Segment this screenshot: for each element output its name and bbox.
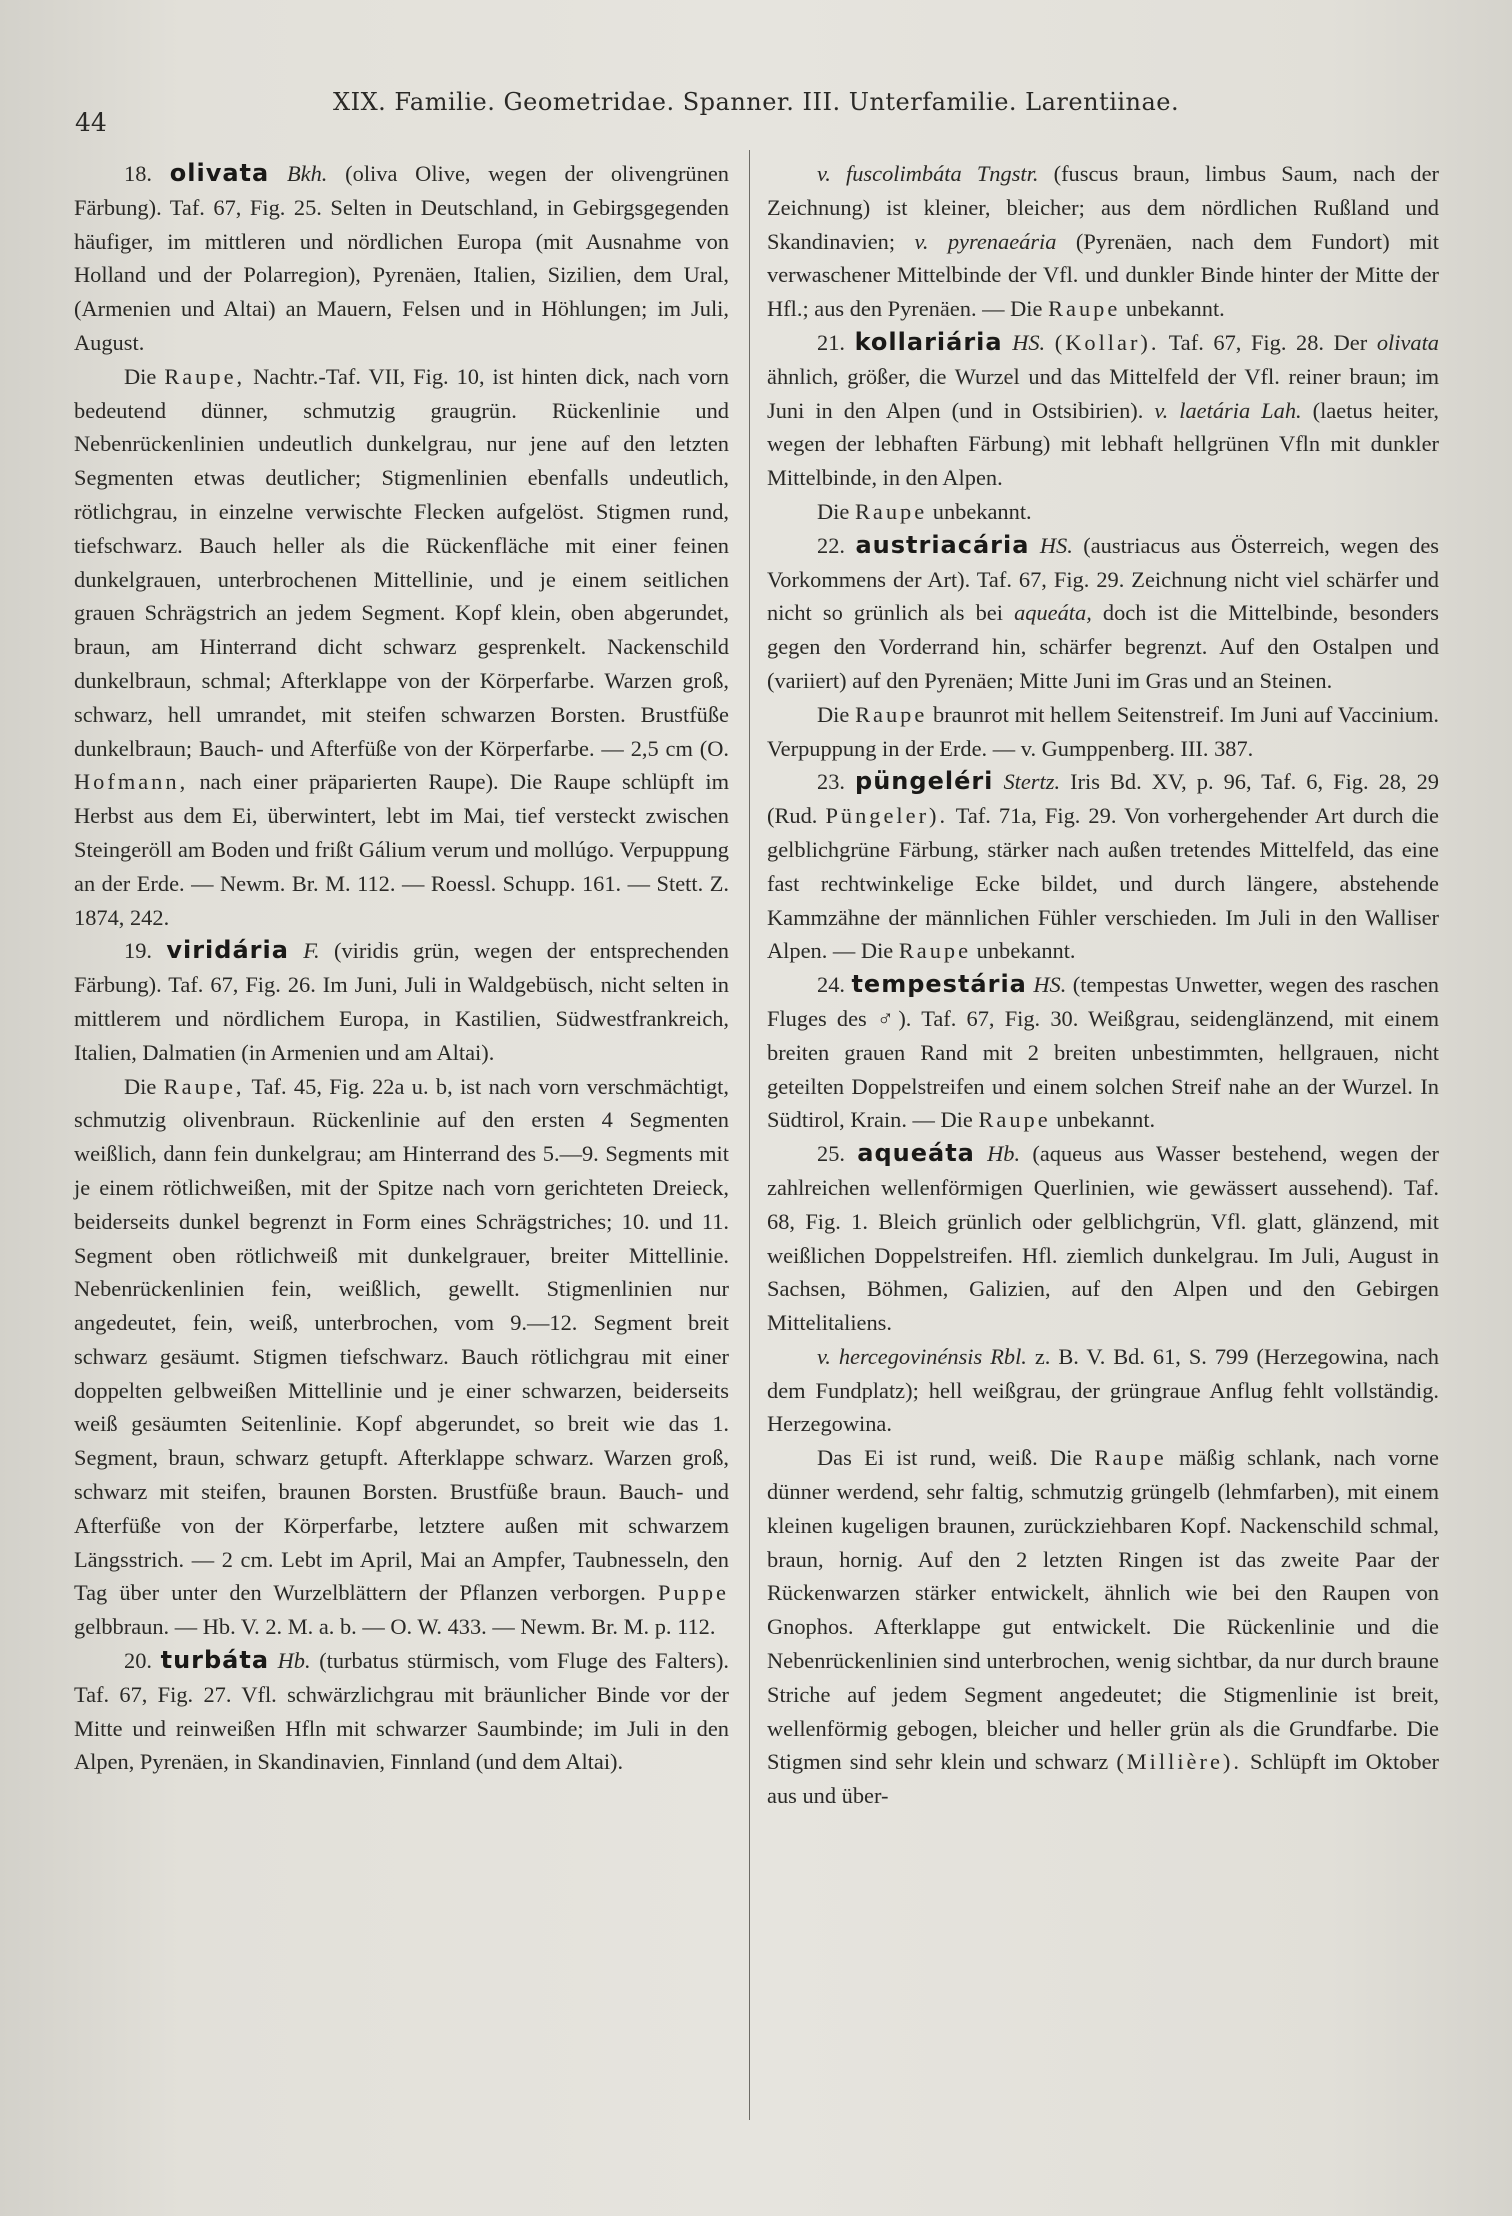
page-number: 44	[75, 108, 107, 137]
entry-text: unbekannt.	[1125, 296, 1225, 322]
species-author: HS.	[1033, 972, 1067, 998]
entry-number: 23.	[817, 769, 845, 795]
entry-text: Taf. 45, Fig. 22a u. b, ist nach vorn verschmächtigt, schmutzig olivenbraun. Rückenlinie auf den ersten 4 Segmenten weißlich, dann fein dunkelgrau; am Hinterrand des 5.—9. Segments mit je einem rötlichweißen, mit der Spitze nach vorn gerichteten Dreieck, beiderseits dunkel begrenzt in Form eines Schrägstriches; 10. und 11. Segment oben rötlichweiß mit dunkelgrauer, breiter Mittellinie. Nebenrückenlinien fein, weißlich, gewellt. Stigmenlinien nur angedeutet, fein, weiß, unterbrochen, vom 9.—12. Segment breit schwarz gesäumt. Stigmen tiefschwarz. Bauch rötlichgrau mit einer doppelten gelbweißen Mittellinie und je einer schwarzen, beiderseits weiß gesäumten Seitenlinie. Kopf abgerundet, so breit wie das 1. Segment, braun, schwarz getupft. Afterklappe schwarz. Warzen groß, schwarz mit steifen, braunen Borsten. Brustfüße braun. Bauch- und Afterfüße von der Körperfarbe, letztere außen mit schwarzem Längsstrich. — 2 cm. Lebt im April, Mai an Ampfer, Taubnesseln, den Tag über unter den Wurzelblättern der Pflanzen verborgen.	[74, 1073, 729, 1606]
running-head: XIX. Familie. Geometridae. Spanner. III. Unterfamilie. Larentiinae.	[333, 88, 1180, 116]
entry-25-aqueata	[767, 1137, 1439, 1340]
entry-25-egg-caterpillar	[767, 1441, 1439, 1813]
raupe-label: Raupe	[855, 701, 928, 727]
entry-23-pungeleri	[767, 765, 1439, 968]
lead-word: Die	[124, 1073, 157, 1099]
entry-text: Schlüpft im Oktober aus und über-	[767, 1749, 1440, 1809]
entry-25-variant	[767, 1340, 1439, 1441]
entry-20-turbata	[74, 1644, 729, 1779]
entry-text: braunrot mit hellem Seitenstreif. Im Juni auf Vaccinium. Verpuppung in der Erde. — v. Gumppenberg. III. 387.	[767, 701, 1440, 761]
species-author: Bkh.	[286, 161, 328, 186]
entry-text: (laetus heiter, wegen der lebhaften Färbung) mit lebhaft hellgrünen Vfln mit dunkler Mittelbinde, in den Alpen.	[767, 397, 1439, 491]
entry-text: unbekannt.	[1056, 1107, 1156, 1133]
species-name: püngeléri	[855, 767, 994, 796]
entry-number: 19.	[124, 938, 152, 964]
entry-text: (austriacus aus Österreich, wegen des Vorkommens der Art). Taf. 67, Fig. 29. Zeichnung nicht viel schärfer und nicht so grünlich als bei	[767, 532, 1439, 626]
raupe-label: Raupe	[1048, 296, 1121, 322]
species-name: olivata	[169, 159, 270, 187]
entry-text: (fuscus braun, limbus Saum, nach der Zeichnung) ist kleiner, bleicher; aus dem nördlichen Rußland und Skandinavien;	[767, 161, 1440, 254]
puppe-label: Puppe	[658, 1580, 729, 1606]
species-name: aqueáta	[857, 1139, 975, 1168]
entry-text: z. B. V. Bd. 61, S. 799 (Herzegowina, nach dem Fundplatz); hell weißgrau, der grüngraue Anflug fehlt vollständig. Herzegowina.	[767, 1343, 1439, 1437]
species-author: HS.	[1039, 532, 1073, 558]
variant-name: v. hercegovinénsis	[817, 1343, 983, 1369]
person-name: Hofmann,	[74, 769, 189, 795]
page-header	[75, 88, 1442, 138]
entry-number: 25.	[817, 1141, 845, 1167]
entry-number: 24.	[817, 972, 845, 998]
lead-word: Die	[817, 701, 850, 727]
species-author: Hb.	[987, 1141, 1021, 1167]
entry-text: (tempestas Unwetter, wegen des raschen Fluges des ♂). Taf. 67, Fig. 30. Weißgrau, seidenglänzend, mit einem breiten grauen Rand mit 2 breiten unbestimmten, hellgrauen, nicht geteilten Doppelstreifen und einem solchen Streif nahe an der Wurzel. In Südtirol, Krain. — Die	[767, 972, 1439, 1133]
species-name: viridária	[166, 936, 289, 965]
entry-21-kollariaria	[767, 326, 1439, 495]
species-name: tempestária	[851, 970, 1027, 999]
entry-24-tempestaria	[767, 968, 1439, 1137]
species-author: Stertz.	[1003, 769, 1061, 795]
variant-author: Lah.	[1261, 397, 1302, 423]
entry-22-caterpillar	[767, 698, 1439, 766]
species-reference: olivata	[1376, 329, 1439, 355]
entry-22-austriacaria	[767, 529, 1439, 698]
entry-text: (aqueus aus Wasser bestehend, wegen der zahlreichen wellenförmigen Querlinien, wie gewässert aussehend). Taf. 68, Fig. 1. Bleich grünlich oder gelblichgrün, Vfl. glatt, glänzend, mit weißlichen Doppelstreifen. Hfl. ziemlich dunkelgrau. Im Juli, August in Sachsen, Böhmen, Galizien, auf den Alpen und den Gebirgen Mittelitaliens.	[767, 1141, 1439, 1336]
entry-text: doch ist die Mittelbinde, besonders gegen den Vorderrand hin, schärfer begrenzt. Auf den Ostalpen und (variiert) auf den Pyrenäen; Mitte Juni im Gras und an Steinen.	[767, 600, 1439, 693]
entry-text: Nachtr.-Taf. VII, Fig. 10, ist hinten dick, nach vorn bedeutend dünner, schmutzig graugrün. Rückenlinie und Nebenrückenlinien undeutlich dunkelgrau, nur jene auf den letzten Segmenten etwas deutlicher; Stigmenlinien ebenfalls undeutlich, rötlichgrau, in einzelne verwischte Flecken aufgelöst. Stigmen rund, tiefschwarz. Bauch heller als die Rückenfläche mit einer feinen dunkelgrauen, unterbrochenen Mittellinie, und je einem seitlichen grauen Schrägstrich an jedem Segment. Kopf klein, oben abgerundet, braun, am Hinterrand dicht schwarz gesprenkelt. Nackenschild dunkelbraun, schmal; Afterklappe von der Körperfarbe. Warzen groß, schwarz, hell umrandet, mit steifen schwarzen Borsten. Brustfüße dunkelbraun; Bauch- und Afterfüße von der Körperfarbe. — 2,5 cm (O.	[74, 363, 729, 761]
entry-text: unbekannt.	[932, 498, 1032, 524]
entry-text: (viridis grün, wegen der entsprechenden Färbung). Taf. 67, Fig. 26. Im Juni, Juli in Waldgebüsch, nicht selten in mittlerem und nördlichem Europa, in Kastilien, Südwestfrankreich, Italien, Dalmatien (in Armenien und am Altai).	[74, 938, 729, 1065]
entry-text: (oliva Olive, wegen der olivengrünen Färbung). Taf. 67, Fig. 25. Selten in Deutschland, in Gebirgsgegenden häufiger, im mittleren und nördlichen Europa (mit Ausnahme von Holland und der Polarregion), Pyrenäen, Italien, Sizilien, dem Ural, (Armenien und Altai) an Mauern, Felsen und in Höhlungen; im Juli, August.	[74, 161, 729, 355]
species-author: Hb.	[277, 1648, 311, 1674]
raupe-label: Raupe	[898, 938, 972, 964]
person-name: (Kollar).	[1054, 329, 1160, 355]
raupe-label: Raupe,	[164, 363, 246, 389]
entry-19-caterpillar	[74, 1070, 729, 1645]
species-reference: aqueáta,	[1014, 600, 1092, 626]
entry-text: (Pyrenäen, nach dem Fundort) mit verwaschener Mittelbinde der Vfl. und dunkler Binde hinter der Mitte der Hfl.; aus den Pyrenäen. — Die	[767, 228, 1439, 322]
entry-number: 21.	[817, 329, 845, 355]
entry-text: Taf. 67, Fig. 28. Der	[1168, 329, 1368, 355]
species-author: HS.	[1012, 329, 1046, 355]
entry-text: mäßig schlank, nach vorne dünner werdend, sehr faltig, schmutzig grüngelb (lehmfarben), mit einem kleinen kugeligen braunen, zurückziehbaren Kopf. Nackenschild schmal, braun, hornig. Auf den 2 letzten Ringen ist das zweite Paar der Rückenwarzen stärker entwickelt, ähnlich wie bei den Raupen von Gnophos. Afterklappe gut entwickelt. Die Rückenlinie und die Nebenrückenlinien sind unterbrochen, wenig sichtbar, da nur durch braune Striche auf jedem Segment angedeutet; die Stigmenlinie ist breit, wellenförmig gebogen, bleicher und heller grün als die Grundfarbe. Die Stigmen sind sehr klein und schwarz	[767, 1445, 1439, 1775]
raupe-label: Raupe	[854, 498, 928, 524]
species-name: austriacária	[855, 530, 1030, 559]
person-name: (Millière).	[1116, 1749, 1242, 1775]
raupe-label: Raupe,	[163, 1073, 245, 1099]
lead-word: Die	[817, 498, 850, 524]
entry-text: unbekannt.	[976, 938, 1076, 964]
entry-text: Taf. 71a, Fig. 29. Von vorhergehender Art durch die gelblichgrüne Färbung, stärker nach außen tretendes Mittelfeld, das eine fast rechtwinkelige Ecke bildet, und durch längere, abstehende Kammzähne der männlichen Fühler verschieden. Im Juli in den Walliser Alpen. — Die	[767, 803, 1439, 964]
column-divider	[749, 150, 750, 2120]
entry-number: 22.	[817, 532, 845, 558]
variant-author: Rbl.	[990, 1343, 1027, 1369]
entry-18-caterpillar	[74, 360, 729, 935]
species-author: F.	[303, 938, 320, 964]
entry-text: nach einer präparierten Raupe). Die Raupe schlüpft im Herbst aus dem Ei, überwintert, lebt im Mai, tief versteckt zwischen Steingeröll am Boden und frißt Gálium verum und mollúgo. Verpuppung an der Erde. — Newm. Br. M. 112. — Roessl. Schupp. 161. — Stett. Z. 1874, 242.	[74, 769, 729, 930]
entry-text: gelbbraun. — Hb. V. 2. M. a. b. — O. W. 433. — Newm. Br. M. p. 112.	[74, 1614, 716, 1640]
person-name: Püngeler).	[825, 803, 949, 829]
entry-number: 20.	[124, 1648, 152, 1674]
variant-name: v. laetária	[1154, 397, 1251, 423]
variant-name: v. fuscolimbáta	[817, 161, 962, 186]
variant-name: v. pyrenaeária	[914, 228, 1057, 254]
entry-18-olivata	[74, 157, 729, 360]
entry-text: Das Ei ist rund, weiß. Die	[817, 1445, 1083, 1471]
raupe-label: Raupe	[1094, 1445, 1167, 1471]
entry-text: (turbatus stürmisch, vom Fluge des Falters). Taf. 67, Fig. 27. Vfl. schwärzlichgrau mit bräunlicher Binde vor der Mitte und reinweißen Hfln mit schwarzer Saumbinde; im Juli in den Alpen, Pyrenäen, in Skandinavien, Finnland (und dem Altai).	[74, 1648, 729, 1775]
right-column	[767, 157, 1439, 1813]
entry-21-caterpillar	[767, 495, 1439, 529]
entry-text: Iris Bd. XV, p. 96, Taf. 6, Fig. 28, 29 (Rud.	[767, 769, 1439, 829]
lead-word: Die	[124, 363, 157, 389]
species-name: turbáta	[160, 1646, 270, 1675]
entry-number: 18.	[124, 161, 152, 186]
species-name: kollariária	[854, 327, 1003, 356]
entry-20-variants	[767, 157, 1439, 326]
raupe-label: Raupe	[978, 1107, 1051, 1133]
left-column	[74, 157, 729, 1779]
variant-author: Tngstr.	[976, 161, 1039, 186]
entry-text: ähnlich, größer, die Wurzel und das Mittelfeld der Vfl. reiner braun; im Juni in den Alpen (und in Ostsibirien).	[767, 363, 1439, 423]
entry-19-viridaria	[74, 934, 729, 1069]
